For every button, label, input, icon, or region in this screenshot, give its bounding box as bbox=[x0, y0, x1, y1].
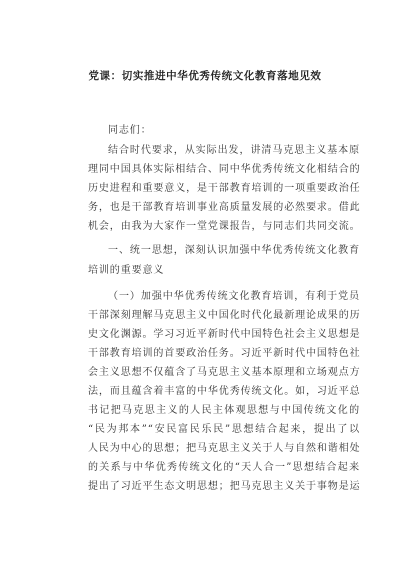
body-line: 一、统一思想，深刻认识加强中华优秀传统文化教育 bbox=[108, 245, 360, 256]
body-line: 培训的重要意义 bbox=[88, 265, 165, 276]
body-line: 法，而且蕴含着丰富的中华优秀传统文化。如，习近平总 bbox=[88, 386, 361, 397]
body-line: 书记把马克思主义的人民主体观思想与中国传统文化的 bbox=[88, 405, 360, 416]
body-line: 史文化渊源。学习习近平新时代中国特色社会主义思想是 bbox=[88, 329, 361, 340]
body-line: 历史进程和重要意义，是干部教育培训的一项重要政治任 bbox=[88, 183, 361, 194]
body-line: （一）加强中华优秀传统文化教育培训，有利于党员 bbox=[108, 291, 360, 302]
body-line: 干部教育培训的首要政治任务。习近平新时代中国特色社 bbox=[88, 348, 361, 359]
body-line: 务，也是干部教育培训事业高质量发展的必然要求。借此 bbox=[88, 202, 361, 213]
body-line: 理同中国具体实际相结合、同中华优秀传统文化相结合的 bbox=[88, 164, 361, 175]
body-line: 提出了习近平生态文明思想；把马克思主义关于事物是运 bbox=[88, 481, 361, 492]
body-line: 会主义思想不仅蕴含了马克思主义基本原理和立场观点方 bbox=[88, 367, 361, 378]
body-line: 的关系与中华优秀传统文化的“天人合一”思想结合起来 bbox=[88, 462, 360, 473]
document-title: 党课：切实推进中华优秀传统文化教育落地见效 bbox=[88, 70, 322, 82]
body-line: 干部深刻理解马克思主义中国化时代化最新理论成果的历 bbox=[88, 310, 361, 321]
body-line: 同志们： bbox=[108, 125, 152, 136]
body-line: 结合时代要求，从实际出发，讲清马克思主义基本原 bbox=[108, 145, 360, 156]
body-line: 人民为中心的思想；把马克思主义关于人与自然和谐相处 bbox=[88, 443, 361, 454]
body-line: 机会，由我为大家作一堂党课报告，与同志们共同交流。 bbox=[88, 221, 361, 232]
body-line: “民为邦本”“安民富民乐民”思想结合起来，提出了以 bbox=[88, 424, 360, 435]
